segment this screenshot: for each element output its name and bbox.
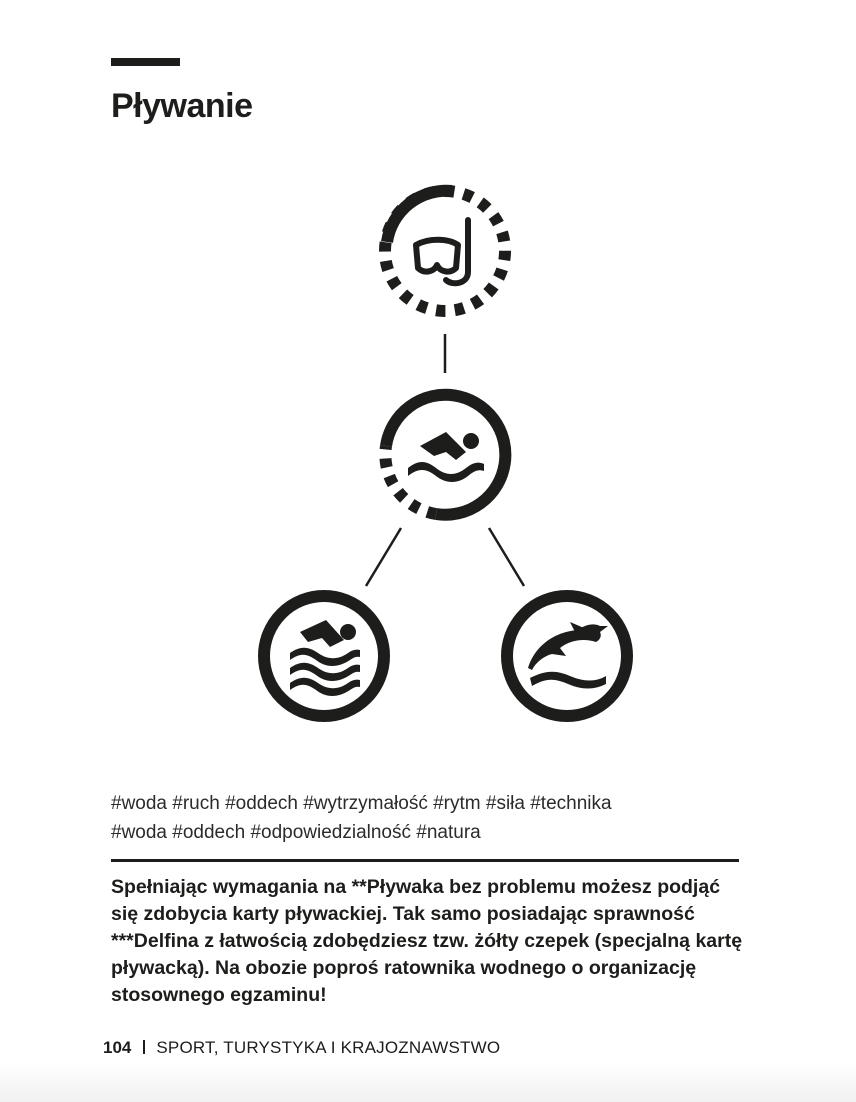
badge-swimmer xyxy=(385,395,505,515)
badge-dolphin-ring xyxy=(507,596,627,716)
badge-snorkel xyxy=(385,191,505,311)
badge-swimmer-waves-ring xyxy=(264,596,384,716)
hashtag-list xyxy=(111,789,751,847)
page-number: 104 xyxy=(103,1038,132,1057)
snorkel-mask-icon xyxy=(416,220,468,283)
page-footer xyxy=(103,1036,500,1060)
page-title: Pływanie xyxy=(111,87,253,125)
badge-swimmer-ring-dashes xyxy=(385,446,436,514)
badge-dolphin xyxy=(507,596,627,716)
hashtag-line: #woda #oddech #odpowiedzialność #natura xyxy=(111,822,481,843)
connector-middle-right xyxy=(489,528,524,586)
footer-separator xyxy=(143,1040,145,1054)
hashtag-line: #woda #ruch #oddech #wytrzymałość #rytm #siła #technika xyxy=(111,793,612,814)
badge-swimmer-waves xyxy=(264,596,384,716)
page-bottom-shade xyxy=(0,1062,856,1102)
section-title: SPORT, TURYSTYKA I KRAJOZNAWSTWO xyxy=(156,1038,501,1057)
dolphin-icon xyxy=(528,622,608,689)
description-paragraph: Spełniając wymagania na **Pływaka bez problemu możesz podjąć się zdobycia karty pływackiej. Tak samo posiadając sprawność ***Delfina z łatwością zdobędziesz tzw. żółty czepek (specjalną kartę pływacką). Na obozie poproś ratownika wodnego o organizację stosownego egzaminu! xyxy=(111,876,743,1006)
swimmer-icon xyxy=(408,432,484,482)
section-divider xyxy=(111,859,739,862)
swimmer-waves-icon xyxy=(290,620,360,696)
badge-snorkel-ring-arc xyxy=(387,191,452,242)
connector-middle-left xyxy=(366,528,401,586)
